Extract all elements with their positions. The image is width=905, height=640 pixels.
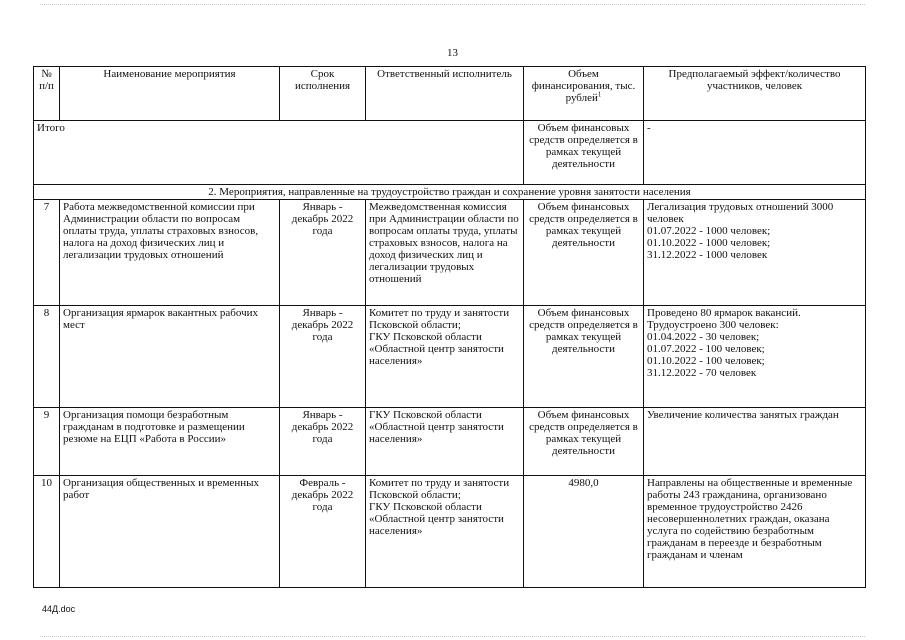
effect-line: 01.07.2022 - 100 человек; [647, 343, 765, 355]
effect-line: 31.12.2022 - 1000 человек [647, 249, 768, 261]
table-row [34, 200, 866, 306]
scan-artifact-top [40, 4, 865, 5]
row-term: Январь - декабрь 2022 года [280, 306, 366, 408]
header-executor: Ответственный исполнитель [366, 67, 524, 121]
header-effect: Предполагаемый эффект/количество участников, человек [644, 67, 866, 121]
header-finance [524, 67, 644, 121]
effect-line: Проведено 80 ярмарок вакансий. [647, 307, 801, 319]
table-row [34, 306, 866, 408]
scan-artifact-bottom [40, 636, 865, 637]
effect-line: Направлены на общественные и временные работы 243 гражданина, организовано временное трудоустройство 2426 несовершеннолетних граждан, оказана услуга по содействию безработным гражданам в переезде и безработным гражданам и членам [647, 477, 853, 561]
effect-line: 31.12.2022 - 70 человек [647, 367, 757, 379]
row-effect [644, 476, 866, 588]
section-title: 2. Мероприятия, направленные на трудоустройство граждан и сохранение уровня занятости населения [34, 185, 866, 200]
effect-line: Легализация трудовых отношений 3000 человек [647, 201, 834, 225]
row-finance: Объем финансовых средств определяется в рамках текущей деятельности [524, 408, 644, 476]
effect-line: 01.10.2022 - 100 человек; [647, 355, 765, 367]
header-num: № п/п [34, 67, 60, 121]
effect-line: 01.04.2022 - 30 человек; [647, 331, 760, 343]
row-name: Работа межведомственной комиссии при Администрации области по вопросам оплаты труда, уплаты страховых взносов, налога на доход физических лиц и легализации трудовых отношений [60, 200, 280, 306]
table-row [34, 408, 866, 476]
total-finance: Объем финансовых средств определяется в рамках текущей деятельности [524, 121, 644, 185]
table-header-row [34, 67, 866, 121]
header-term: Срок исполнения [280, 67, 366, 121]
row-num: 8 [34, 306, 60, 408]
row-name: Организация помощи безработным гражданам в подготовке и размещении резюме на ЕЦП «Работа в России» [60, 408, 280, 476]
row-effect [644, 306, 866, 408]
effect-line: Трудоустроено 300 человек: [647, 319, 779, 331]
row-term: Январь - декабрь 2022 года [280, 408, 366, 476]
section-row [34, 185, 866, 200]
row-executor [366, 306, 524, 408]
row-executor [366, 476, 524, 588]
row-effect [644, 200, 866, 306]
events-table [33, 66, 866, 588]
effect-line: Увеличение количества занятых граждан [647, 409, 839, 421]
row-num: 10 [34, 476, 60, 588]
executor-line: ГКУ Псковской области «Областной центр занятости населения» [369, 409, 504, 445]
executor-line: Межведомственная комиссия при Администрации области по вопросам оплаты труда, уплаты страховых взносов, налога на доход физических лиц и легализации трудовых отношений [369, 201, 519, 285]
page-number: 13 [447, 47, 458, 59]
row-term: Январь - декабрь 2022 года [280, 200, 366, 306]
row-effect [644, 408, 866, 476]
executor-line: ГКУ Псковской области «Областной центр занятости населения» [369, 501, 504, 537]
row-term: Февраль - декабрь 2022 года [280, 476, 366, 588]
row-name: Организация общественных и временных работ [60, 476, 280, 588]
row-finance: Объем финансовых средств определяется в рамках текущей деятельности [524, 306, 644, 408]
row-name: Организация ярмарок вакантных рабочих мест [60, 306, 280, 408]
header-finance-text: Объем финансирования, тыс. рублей [531, 68, 636, 104]
file-name-footer: 44Д.doc [42, 604, 76, 614]
executor-line: Комитет по труду и занятости Псковской области; [369, 307, 510, 331]
header-finance-footnote: 1 [597, 90, 602, 99]
effect-line: 01.10.2022 - 1000 человек; [647, 237, 771, 249]
table-row [34, 476, 866, 588]
row-num: 7 [34, 200, 60, 306]
executor-line: ГКУ Псковской области «Областной центр занятости населения» [369, 331, 504, 367]
total-effect: - [644, 121, 866, 185]
total-label: Итого [34, 121, 524, 185]
executor-line: Комитет по труду и занятости Псковской области; [369, 477, 510, 501]
row-num: 9 [34, 408, 60, 476]
effect-line: 01.07.2022 - 1000 человек; [647, 225, 771, 237]
row-finance: Объем финансовых средств определяется в рамках текущей деятельности [524, 200, 644, 306]
row-finance: 4980,0 [524, 476, 644, 588]
header-name: Наименование мероприятия [60, 67, 280, 121]
row-executor [366, 200, 524, 306]
total-row [34, 121, 866, 185]
row-executor [366, 408, 524, 476]
